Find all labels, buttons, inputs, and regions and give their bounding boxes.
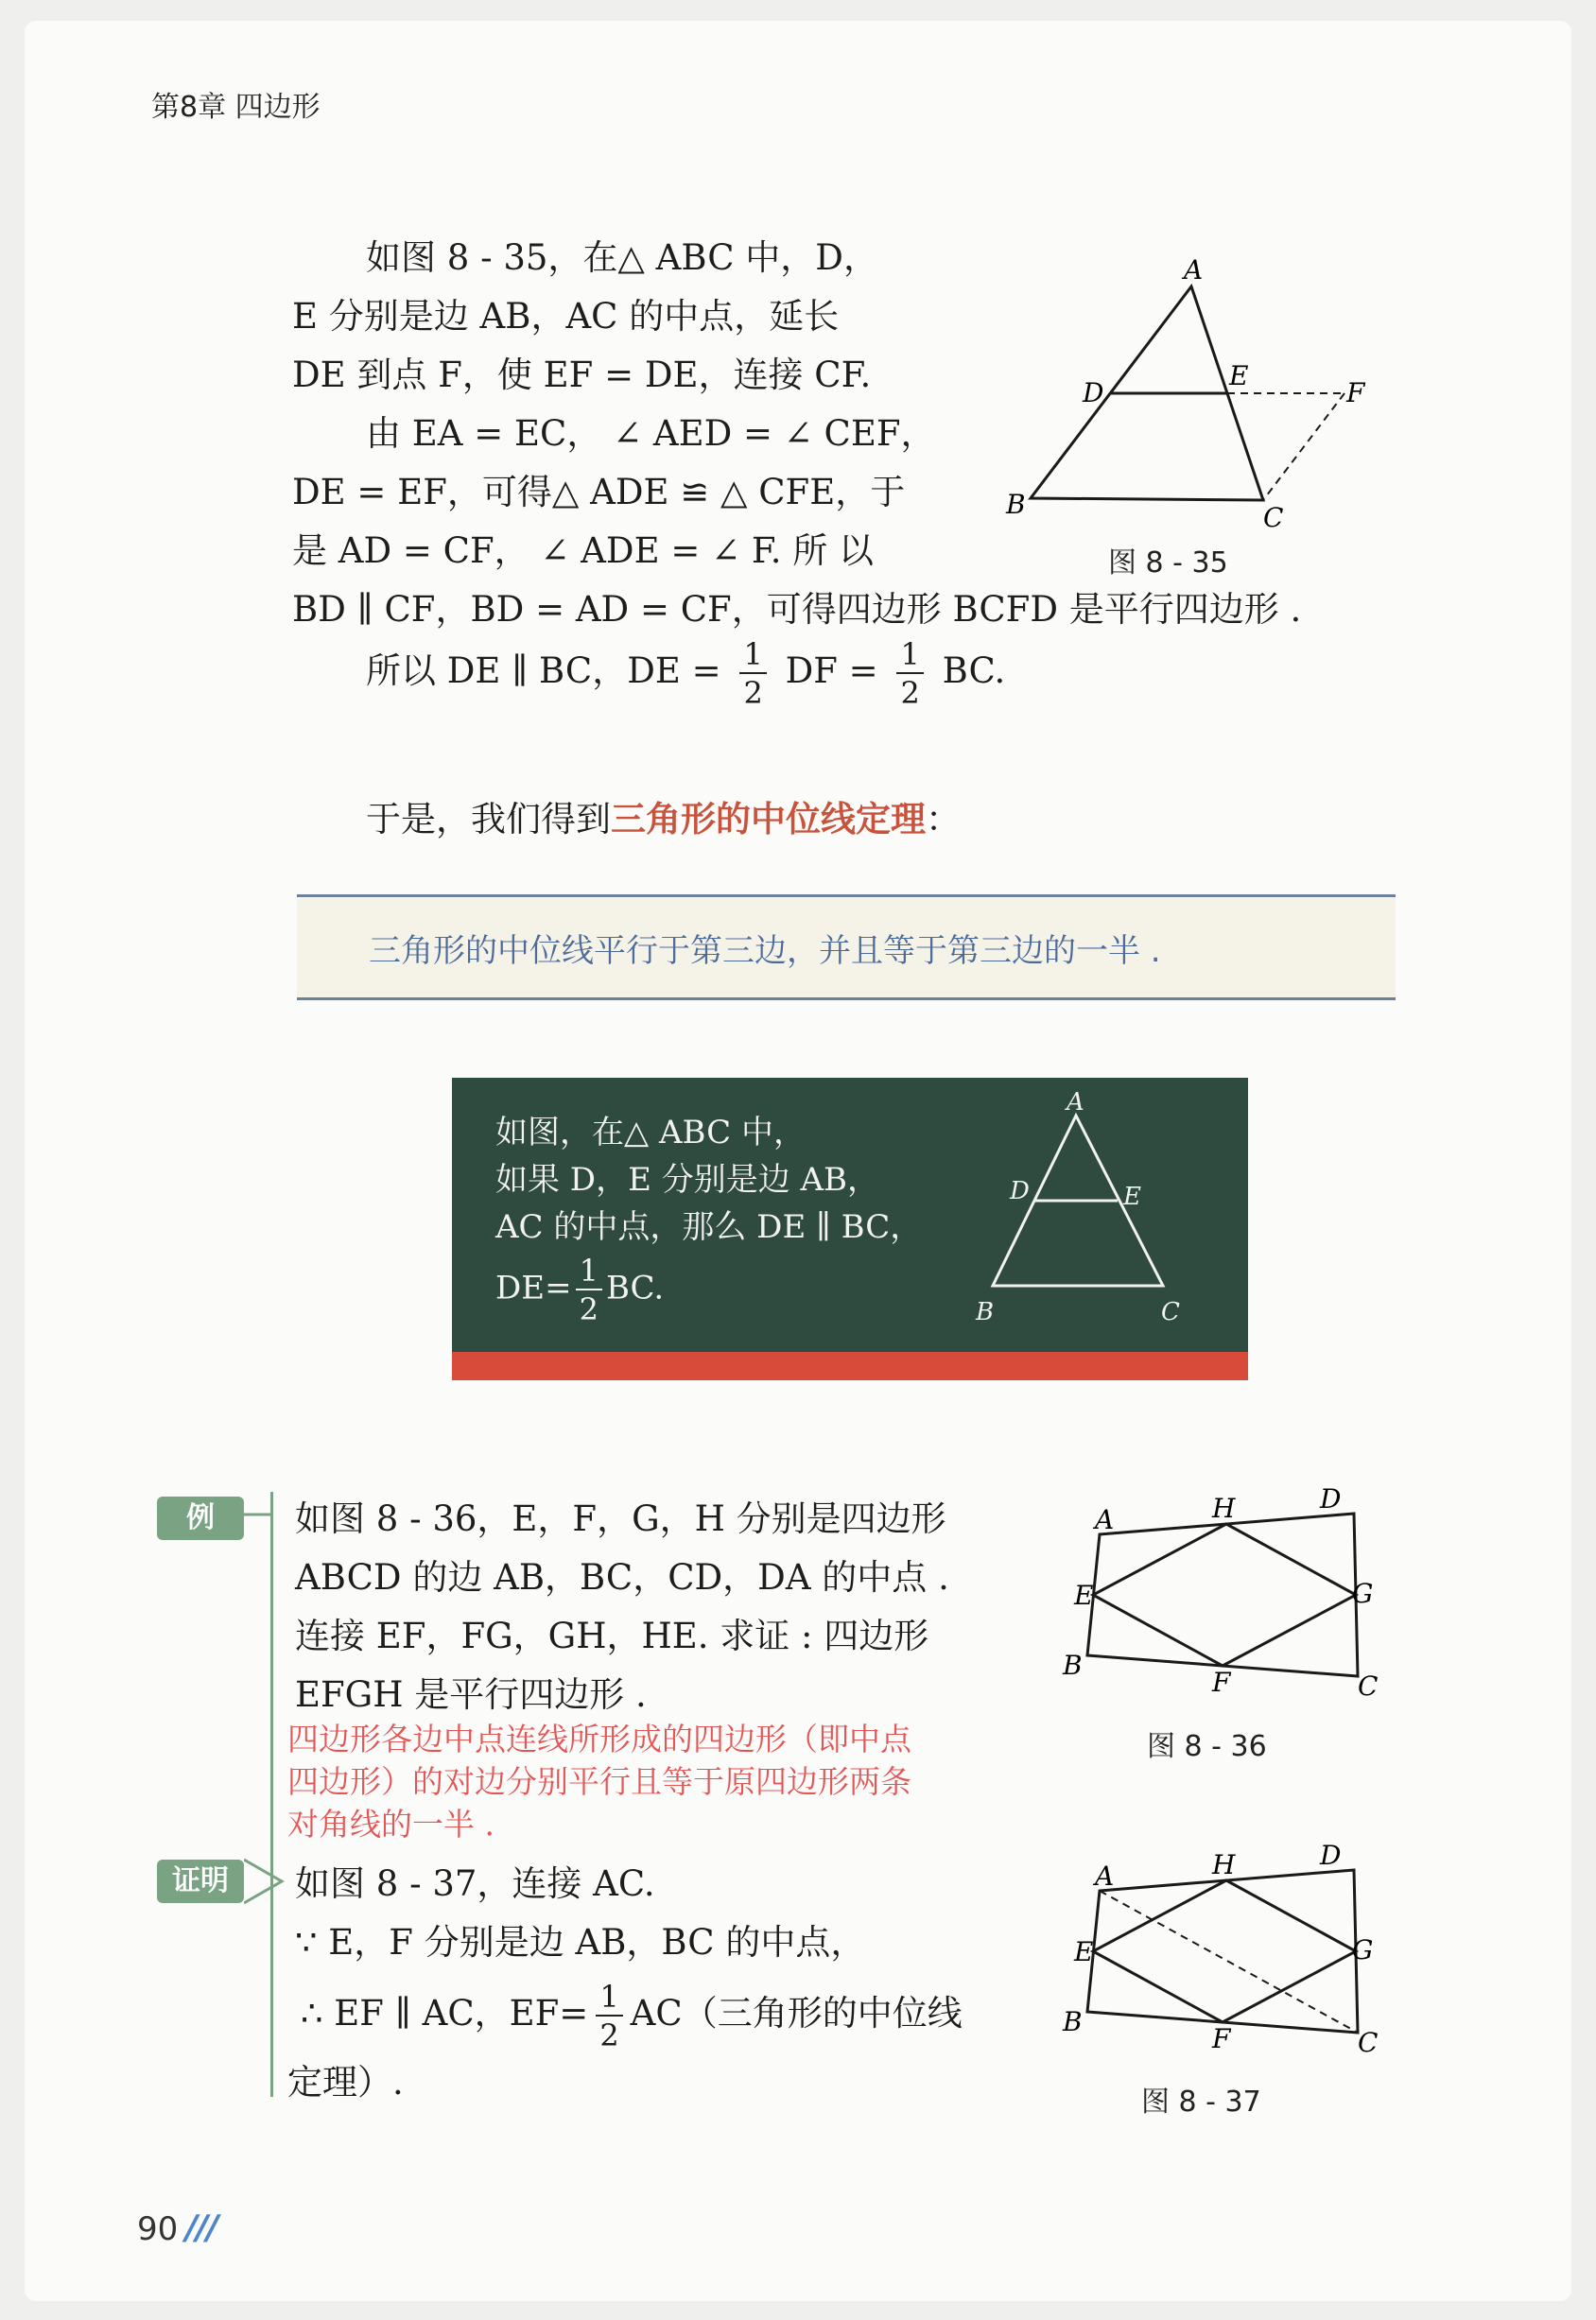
fig36-label-f: F [1212, 1667, 1231, 1698]
board-label-c: C [1161, 1298, 1180, 1326]
fraction-half [739, 636, 766, 711]
fig37-label-b: B [1063, 2006, 1083, 2037]
example-line-2: ABCD 的边 AB，BC，CD，DA 的中点 . [295, 1557, 949, 1598]
theorem-intro [366, 790, 961, 841]
point-label-d: D [1083, 377, 1104, 408]
fraction-denominator: 2 [743, 675, 763, 711]
theorem-bottom-rule [297, 997, 1396, 1000]
point-label-a: A [1184, 254, 1204, 286]
intro-line-3: DE 到点 F，使 EF = DE，连接 CF. [292, 355, 872, 395]
fraction-numerator: 1 [576, 1255, 602, 1290]
proof-line-4: 定理）. [287, 2062, 404, 2103]
point-label-c: C [1263, 502, 1284, 533]
board-line-4 [495, 1253, 665, 1327]
fig36-label-g: G [1352, 1578, 1374, 1609]
fig37-label-a: A [1095, 1861, 1115, 1892]
board-line-2: 如果 D，E 分别是边 AB， [495, 1161, 880, 1199]
theorem-text: 三角形的中位线平行于第三边，并且等于第三边的一半 . [369, 932, 1161, 970]
note-line-2: 四边形）的对边分别平行且等于原四边形两条 [287, 1763, 911, 1800]
example-tag: 例 [157, 1497, 244, 1540]
fig36-label-a: A [1095, 1504, 1115, 1535]
board-label-d: D [1010, 1177, 1030, 1205]
conclusion-suffix: BC. [942, 650, 1006, 691]
page-number: 90 [137, 2210, 179, 2248]
board-figure [944, 1087, 1227, 1352]
example-line-4: EFGH 是平行四边形 . [295, 1674, 647, 1715]
intro-line-4: 由 EA = EC， ∠ AED = ∠ CEF， [366, 413, 936, 454]
intro-line-2: E 分别是边 AB，AC 的中点，延长 [292, 296, 840, 337]
proof-tag: 证明 [157, 1860, 244, 1903]
intro-line-5: DE = EF，可得△ ADE ≌ △ CFE，于 [292, 472, 906, 512]
board-label-e: E [1123, 1183, 1141, 1211]
board-red-strip [452, 1352, 1248, 1380]
fig37-label-f: F [1212, 2023, 1231, 2054]
board-label-a: A [1067, 1088, 1084, 1117]
fraction-half [576, 1253, 602, 1327]
fig37-label-g: G [1352, 1934, 1374, 1965]
example-line-1: 如图 8 - 36，E，F，G，H 分别是四边形 [295, 1498, 946, 1539]
chapter-header: 第8章 四边形 [151, 91, 321, 124]
fig37-label-h: H [1212, 1849, 1236, 1880]
proof-arrow-icon [244, 1856, 286, 1907]
fraction-denominator: 2 [579, 1291, 598, 1327]
board-last-suffix: BC. [605, 1269, 665, 1307]
fig36-label-d: D [1320, 1483, 1342, 1515]
fig36-label-b: B [1063, 1650, 1083, 1681]
diagonal-ac-dashed [1100, 1891, 1358, 2033]
proof-line-3-suffix: AC（三角形的中位线 [630, 1993, 963, 2034]
intro-conclusion [366, 636, 1006, 711]
example-side-rule [270, 1492, 273, 2097]
proof-line-3-prefix: ∴ EF ∥ AC，EF= [301, 1993, 589, 2034]
board-label-b: B [976, 1298, 995, 1326]
fraction-numerator: 1 [739, 639, 766, 674]
fraction-half [896, 636, 923, 711]
theorem-top-rule [297, 894, 1396, 897]
page-decoration: /// [185, 2208, 217, 2247]
note-line-1: 四边形各边中点连线所形成的四边形（即中点 [287, 1721, 911, 1757]
point-label-f: F [1346, 377, 1365, 408]
example-connector [244, 1508, 272, 1521]
figure-8-37-caption: 图 8 - 37 [1141, 2086, 1261, 2119]
fig36-label-e: E [1074, 1580, 1094, 1611]
quadrilateral-abcd [1087, 1870, 1358, 2033]
summary-board [452, 1078, 1248, 1352]
figure-8-36-caption: 图 8 - 36 [1147, 1730, 1267, 1763]
fig36-label-h: H [1212, 1493, 1236, 1524]
proof-line-3 [301, 1979, 963, 2053]
fig37-label-c: C [1358, 2027, 1379, 2058]
figure-8-37 [1050, 1827, 1399, 2063]
proof-line-2: ∵ E，F 分别是边 AB，BC 的中点， [295, 1922, 866, 1963]
point-label-b: B [1006, 489, 1026, 520]
example-line-3: 连接 EF，FG，GH，HE. 求证 : 四边形 [295, 1616, 929, 1656]
note-line-3: 对角线的一半 . [287, 1806, 494, 1843]
proof-line-1: 如图 8 - 37，连接 AC. [295, 1863, 655, 1904]
fraction-numerator: 1 [896, 639, 923, 674]
fraction-half [596, 1979, 622, 2053]
theorem-name: 三角形的中位线定理 [611, 799, 926, 840]
intro-line-6: 是 AD = CF， ∠ ADE = ∠ F. 所 以 [292, 530, 875, 571]
intro-line-1: 如图 8 - 35，在△ ABC 中，D， [366, 237, 878, 278]
fig37-label-e: E [1074, 1936, 1094, 1967]
conclusion-prefix: 所以 DE ∥ BC，DE = [366, 650, 721, 691]
conclusion-mid: DF = [785, 650, 878, 691]
intro-line-7: BD ∥ CF，BD = AD = CF，可得四边形 BCFD 是平行四边形 . [292, 589, 1302, 630]
figure-8-35-caption: 图 8 - 35 [1108, 546, 1228, 580]
board-line-1: 如图，在△ ABC 中， [495, 1114, 806, 1151]
quadrilateral-efgh [1093, 1524, 1356, 1666]
board-line-3: AC 的中点，那么 DE ∥ BC， [495, 1208, 923, 1246]
fraction-numerator: 1 [596, 1982, 622, 2017]
theorem-intro-prefix: 于是，我们得到 [366, 799, 611, 840]
figure-8-36 [1050, 1470, 1399, 1706]
figure-8-35 [993, 251, 1390, 544]
segment-cf-dashed [1263, 393, 1344, 500]
quadrilateral-abcd [1087, 1514, 1358, 1676]
theorem-intro-suffix: ： [926, 799, 961, 840]
fraction-denominator: 2 [599, 2017, 619, 2053]
board-last-prefix: DE= [495, 1269, 572, 1307]
quadrilateral-efgh [1093, 1880, 1356, 2022]
fig36-label-c: C [1358, 1671, 1379, 1702]
fraction-denominator: 2 [900, 675, 920, 711]
fig37-label-d: D [1320, 1840, 1342, 1871]
point-label-e: E [1229, 360, 1249, 391]
